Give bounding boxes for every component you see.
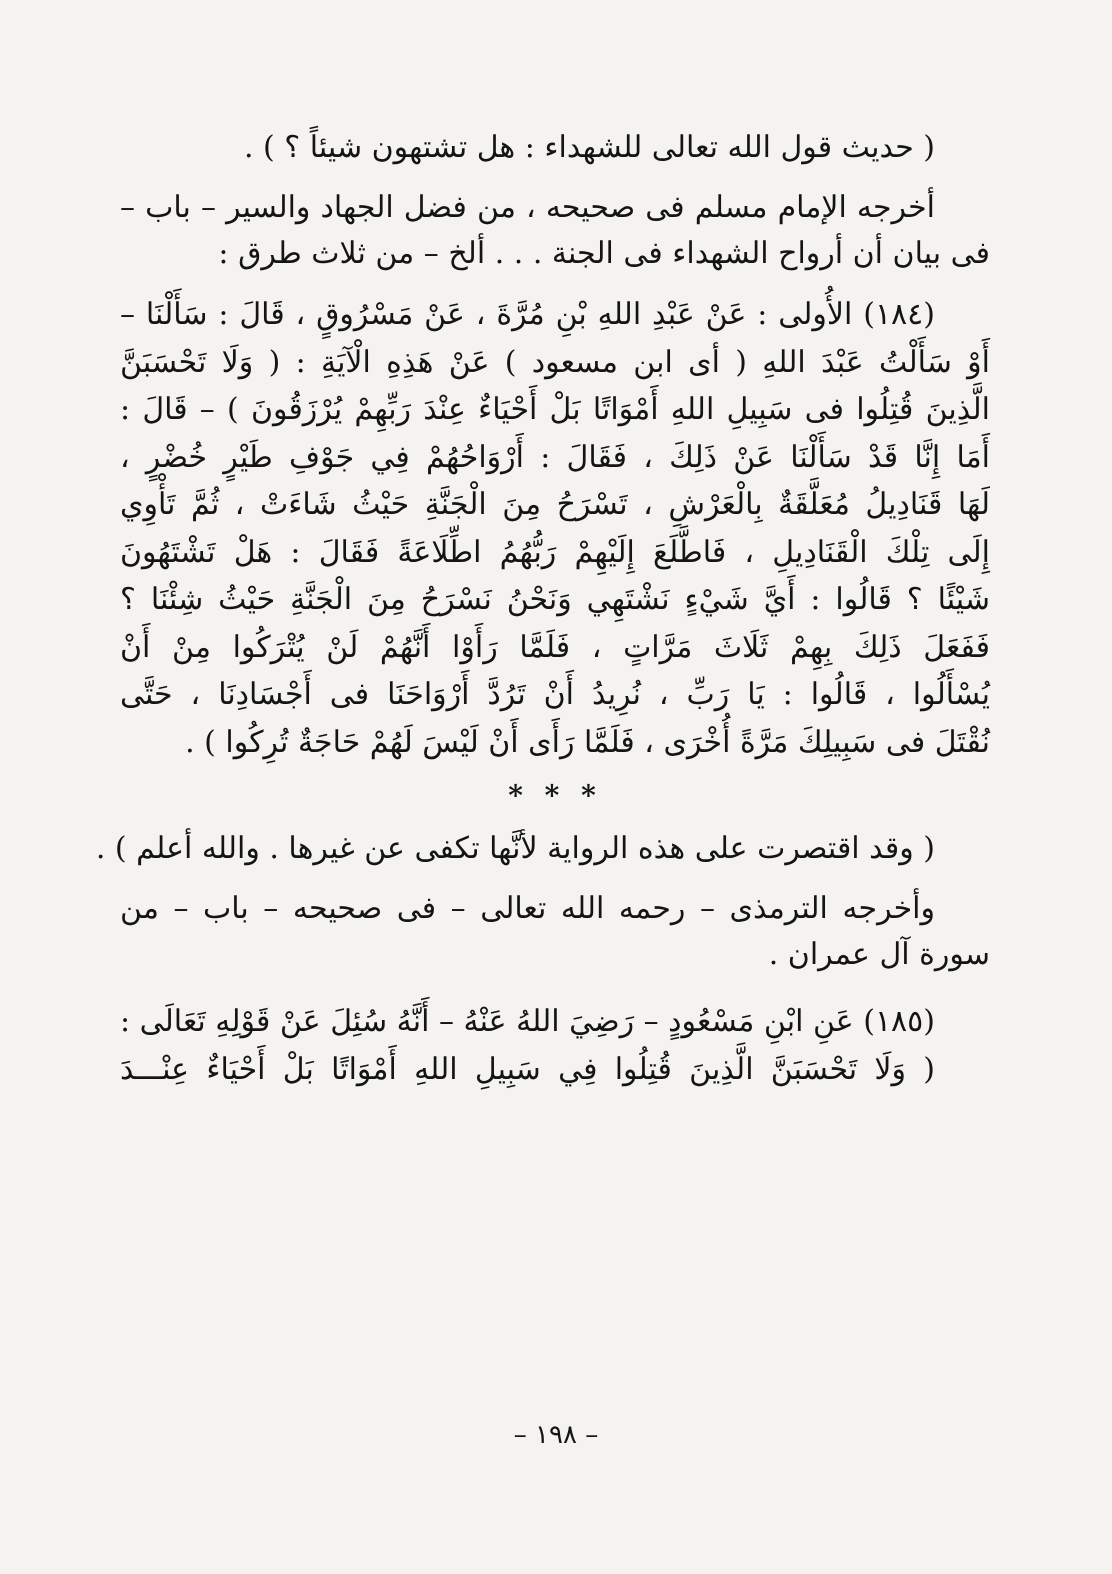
hadith-184-line: فَفَعَلَ ذَلِكَ بِهِمْ ثَلَاثَ مَرَّاتٍ ، فَلَمَّا رَأَوْا أَنَّهُمْ لَنْ يُتْرَكُوا مِنْ أَنْ [120,629,990,665]
hadith-185 [120,998,990,1093]
hadith-184-line: (١٨٤) الأُولى : عَنْ عَبْدِ اللهِ بْنِ مُرَّةَ ، عَنْ مَسْرُوقٍ ، قَالَ : سَأَلْنَا – [120,297,935,332]
spacer [120,978,990,998]
hadith-184-line: إِلَى تِلْكَ الْقَنَادِيلِ ، فَاطَّلَعَ إِلَيْهِمْ رَبُّهُمُ اطِّلَاعَةً فَقَالَ : هَلْ تَشْتَهُونَ [120,534,990,570]
hadith-185-line: (١٨٥) عَنِ ابْنِ مَسْعُودٍ – رَضِيَ اللهُ عَنْهُ – أَنَّهُ سُئِلَ عَنْ قَوْلِهِ تَعَالَى : [120,1004,935,1039]
hadith-184-line: شَيْئًا ؟ قَالُوا : أَيَّ شَيْءٍ نَشْتَهِي وَنَحْنُ نَسْرَحُ مِنَ الْجَنَّةِ حَيْثُ شِئْنَا ؟ [120,582,990,617]
page-number: – ١٩٨ – [513,1420,599,1450]
note-line: ( وقد اقتصرت على هذه الرواية لأنَّها تكفى عن غيرها . والله أعلم ) . [95,831,935,866]
intro-line: أخرجه الإمام مسلم فى صحيحه ، من فضل الجهاد والسير – باب – [120,190,935,225]
intro-line: فى بيان أن أرواح الشهداء فى الجنة . . . ألخ – من ثلاث طرق : [218,236,990,271]
hadith-184-line: نُقْتَلَ فى سَبِيلِكَ مَرَّةً أُخْرَى ، فَلَمَّا رَأَى أَنْ لَيْسَ لَهُمْ حَاجَةٌ تُرِكُوا ) . [185,724,990,760]
page-body [95,125,990,1093]
spacer [120,277,990,291]
hadith-184-line: الَّذِينَ قُتِلُوا فى سَبِيلِ اللهِ أَمْوَاتًا بَلْ أَحْيَاءٌ عِنْدَ رَبِّهِمْ يُرْزَقُونَ ) – قَالَ : [120,392,990,427]
author-note [95,826,990,872]
hadith-184-line: لَهَا قَنَادِيلُ مُعَلَّقَةٌ بِالْعَرْشِ ، تَسْرَحُ مِنَ الْجَنَّةِ حَيْثُ شَاءَتْ ، ثُمَّ تَأْوِي [120,487,990,522]
hadith-184-line: أَوْ سَأَلْتُ عَبْدَ اللهِ ( أى ابن مسعود ) عَنْ هَذِهِ الْآيَةِ : ( وَلَا تَحْسَبَنَّ [120,344,990,380]
tirmidhi-line: سورة آل عمران . [768,937,990,972]
section-separator: * * * [508,779,602,812]
chapter-heading [120,125,990,171]
hadith-184-line: يُسْأَلُوا ، قَالُوا : يَا رَبِّ ، نُرِيدُ أَنْ تَرُدَّ أَرْوَاحَنَا فى أَجْسَادِنَا ، حَتَّى [120,677,990,712]
hadith-184 [120,291,990,766]
hadith-185-line: ( وَلَا تَحْسَبَنَّ الَّذِينَ قُتِلُوا فِي سَبِيلِ اللهِ أَمْوَاتًا بَلْ أَحْيَاءٌ عِنْـــدَ [120,1051,935,1087]
intro-paragraph [120,185,990,277]
tirmidhi-paragraph [120,886,990,978]
hadith-184-line: أَمَا إِنَّا قَدْ سَأَلْنَا عَنْ ذَلِكَ ، فَقَالَ : أَرْوَاحُهُمْ فِي جَوْفِ طَيْرٍ خُضْرٍ ، [120,439,990,475]
tirmidhi-line: وأخرجه الترمذى – رحمه الله تعالى – فى صحيحه – باب – من [120,891,935,926]
heading-line: ( حديث قول الله تعالى للشهداء : هل تشتهون شيئاً ؟ ) . [243,130,935,165]
spacer [120,872,990,886]
spacer [120,171,990,185]
